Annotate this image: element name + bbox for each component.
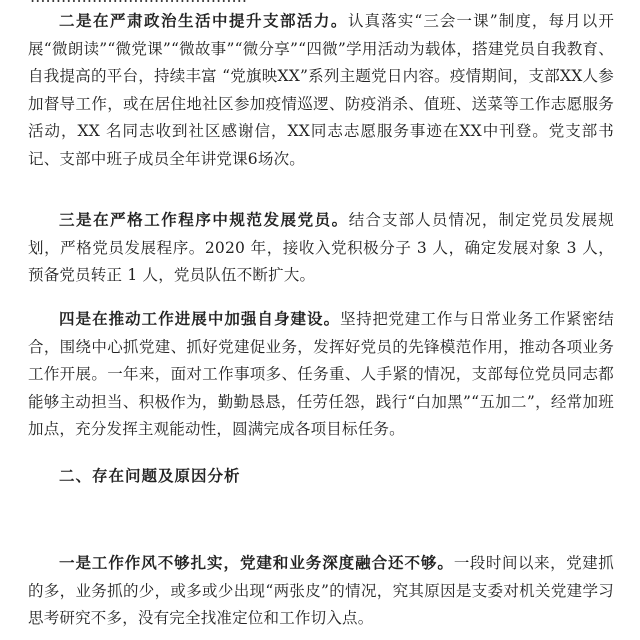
paragraph-problem-work-style (28, 550, 614, 633)
paragraph-lead: 一是工作作风不够扎实，党建和业务深度融合还不够。 (59, 554, 454, 572)
section-heading: 二、存在问题及原因分析 (59, 467, 241, 485)
paragraph-body: 认真落实“三会一课”制度，每月以开展“微朗读”“微党课”“微故事”“微分享”“四微”学用活动为载体，搭建党员自我教育、自我提高的平台，持续丰富 “党旗映XX”系列主题党日内容。疫情期间，支部XX人参加督导工作，或在居住地社区参加疫情巡逻、防疫消杀、值班、送菜等工作志愿服务活动，XX 名同志收到社区感谢信，XX同志志愿服务事迹在XX中刊登。党支部书记、支部中班子成员全年讲党课6场次。 (28, 12, 615, 168)
paragraph-branch-vitality (28, 8, 614, 173)
paragraph-member-development (28, 207, 614, 290)
paragraph-self-building (28, 306, 614, 444)
paragraph-body: 坚持把党建工作与日常业务工作紧密结合，围绕中心抓党建、抓好党建促业务，发挥好党员的先锋模范作用，推动各项业务工作开展。一年来，面对工作事项多、任务重、人手紧的情况，支部每位党员同志都能够主动担当、积极作为，勤勤恳恳，任劳任怨，践行“白加黑”“五加二”，经常加班加点，充分发挥主观能动性，圆满完成各项目标任务。 (28, 310, 615, 438)
paragraph-body: 结合支部人员情况，制定党员发展规划，严格党员发展程序。2020 年，接收入党积极分子 3 人，确定发展对象 3 人，预备党员转正 1 人，党员队伍不断扩大。 (28, 211, 615, 284)
paragraph-lead: 三是在严格工作程序中规范发展党员。 (59, 211, 349, 229)
paragraph-lead: 二是在严肃政治生活中提升支部活力。 (59, 12, 348, 30)
paragraph-body: 一段时间以来，党建抓的多，业务抓的少，或多或少出现“两张皮”的情况，究其原因是支委对机关党建学习思考研究不多，没有完全找准定位和工作切入点。 (28, 554, 614, 627)
paragraph-lead: 四是在推动工作进展中加强自身建设。 (59, 310, 341, 328)
cut-off-top-line (30, 0, 590, 8)
